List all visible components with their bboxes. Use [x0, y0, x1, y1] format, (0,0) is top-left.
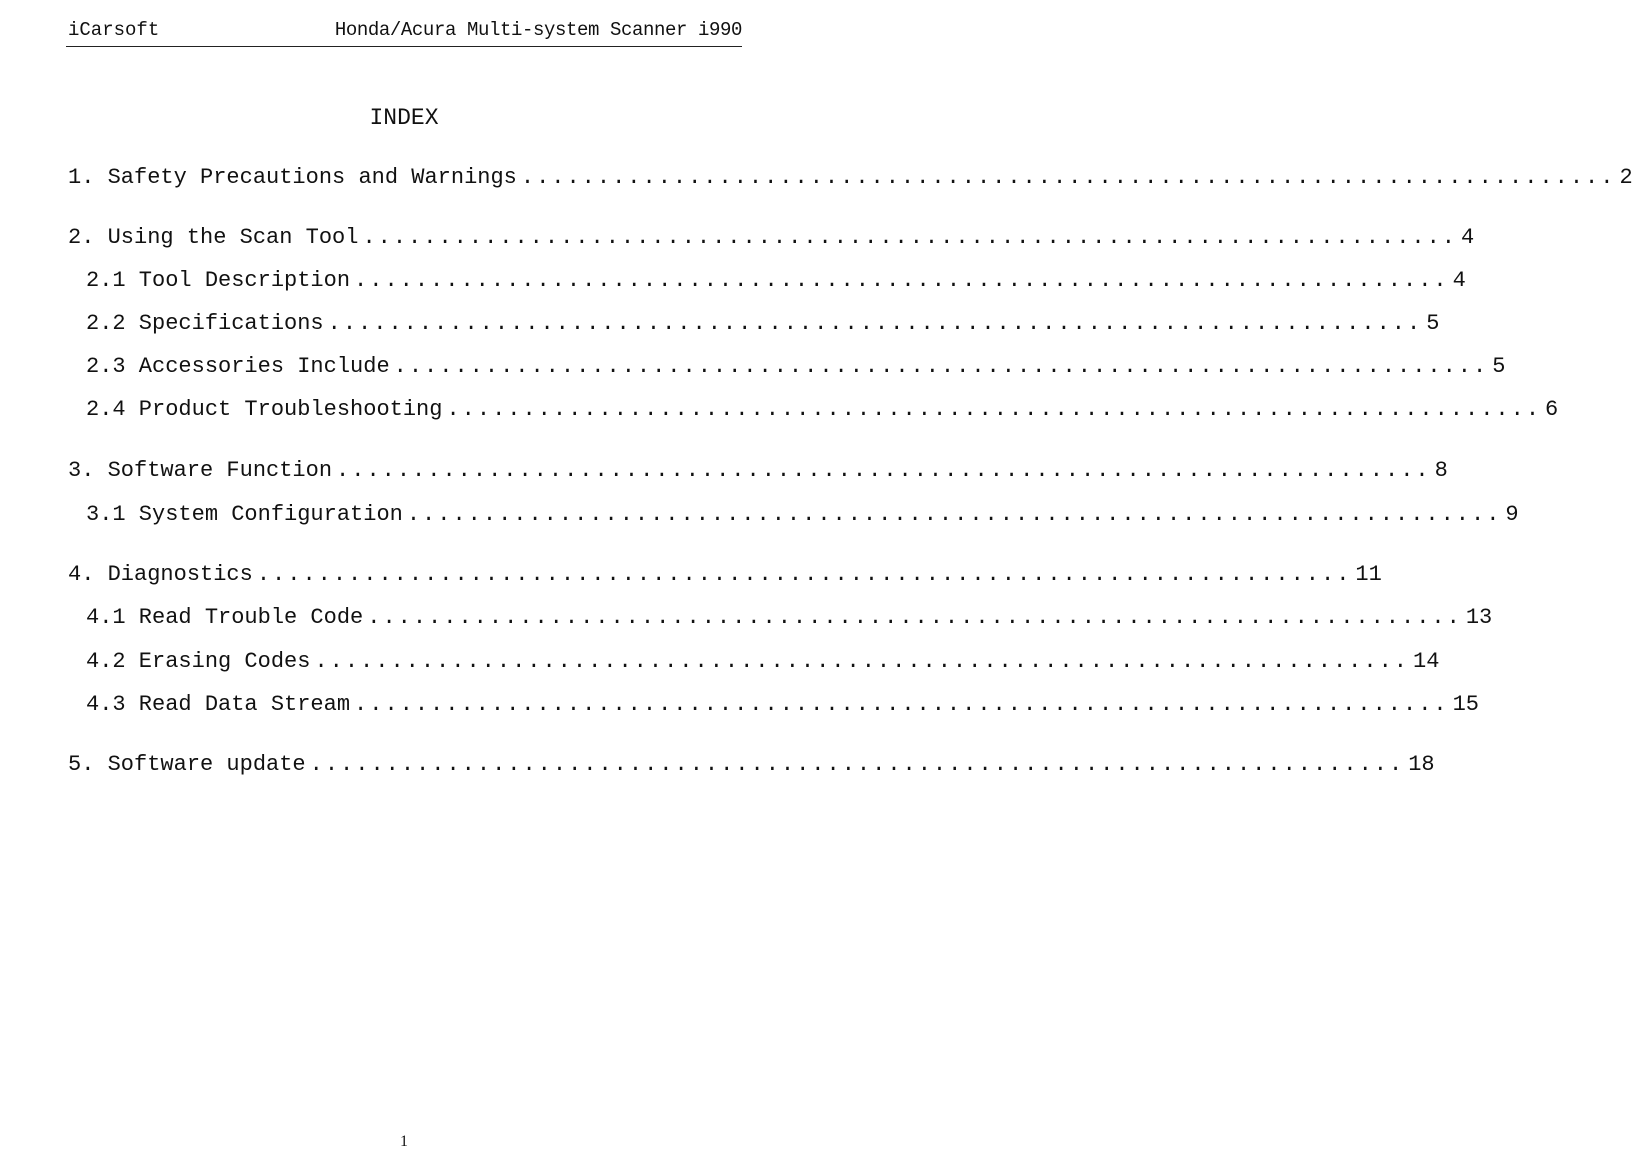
toc-dot-leader: ........................................................................ [354, 692, 1449, 717]
toc-entry-2[interactable] [68, 223, 1475, 253]
toc-dot-leader: ........................................................................ [362, 225, 1458, 250]
toc-entry-2-1[interactable] [86, 266, 1466, 296]
toc-entry-label: 4.3 Read Data Stream [86, 692, 351, 717]
toc-dot-leader: ........................................................................ [393, 354, 1489, 379]
toc-entry-label: 2.3 Accessories Include [86, 354, 390, 379]
toc-entry-page: 18 [1408, 752, 1435, 777]
toc-entry-page: 4 [1461, 225, 1475, 250]
toc-entry-page: 13 [1465, 605, 1493, 630]
toc-entry-3-1[interactable] [86, 500, 1519, 530]
toc-dot-leader: ........................................................................ [314, 649, 1409, 674]
toc-entry-page: 5 [1426, 311, 1440, 336]
toc-entry-page: 4 [1452, 268, 1466, 293]
toc-dot-leader: ........................................................................ [309, 752, 1405, 777]
toc-dot-leader: ........................................................................ [336, 458, 1431, 483]
toc-dot-leader: ........................................................................ [354, 268, 1449, 293]
toc-dot-leader: ........................................................................ [406, 502, 1502, 527]
toc-entry-3[interactable] [68, 456, 1448, 486]
toc-dot-leader: ........................................................................ [256, 562, 1352, 587]
toc-entry-label: 5. Software update [68, 752, 306, 777]
toc-entry-5[interactable] [68, 750, 1435, 780]
toc-entry-4[interactable] [68, 560, 1382, 590]
toc-entry-4-2[interactable] [86, 647, 1440, 677]
toc-entry-page: 9 [1505, 502, 1519, 527]
toc-entry-page: 15 [1452, 692, 1480, 717]
toc-entry-label: 3.1 System Configuration [86, 502, 403, 527]
toc-entry-label: 4.2 Erasing Codes [86, 649, 311, 674]
toc-dot-leader: ........................................................................ [520, 165, 1616, 190]
toc-entry-label: 2.4 Product Troubleshooting [86, 397, 443, 422]
toc-entry-label: 1. Safety Precautions and Warnings [68, 165, 517, 190]
page-header [66, 18, 742, 47]
toc-entry-page: 11 [1355, 562, 1382, 587]
toc-entry-label: 2.2 Specifications [86, 311, 324, 336]
toc-entry-label: 4. Diagnostics [68, 562, 253, 587]
toc-entry-4-1[interactable] [86, 603, 1493, 633]
toc-entry-page: 8 [1434, 458, 1448, 483]
toc-entry-label: 2. Using the Scan Tool [68, 225, 359, 250]
toc-entry-1[interactable] [68, 163, 1633, 193]
page-number: 1 [400, 1133, 408, 1150]
toc-entry-label: 3. Software Function [68, 458, 333, 483]
toc-entry-label: 4.1 Read Trouble Code [86, 605, 364, 630]
header-product-title: Honda/Acura Multi-system Scanner i990 [334, 19, 742, 41]
toc-entry-page: 5 [1492, 354, 1506, 379]
toc-entry-label: 2.1 Tool Description [86, 268, 351, 293]
toc-entry-2-2[interactable] [86, 309, 1440, 339]
header-brand: iCarsoft [68, 19, 160, 41]
toc-entry-2-4[interactable] [86, 395, 1559, 425]
toc-dot-leader: ........................................................................ [367, 605, 1462, 630]
toc-entry-4-3[interactable] [86, 690, 1480, 720]
toc-entry-page: 6 [1545, 397, 1559, 422]
index-title: INDEX [369, 105, 439, 131]
toc-entry-2-3[interactable] [86, 352, 1506, 382]
toc-entry-page: 2 [1619, 165, 1633, 190]
toc-dot-leader: ........................................................................ [327, 311, 1423, 336]
toc-entry-page: 14 [1413, 649, 1440, 674]
toc-dot-leader: ........................................................................ [446, 397, 1542, 422]
